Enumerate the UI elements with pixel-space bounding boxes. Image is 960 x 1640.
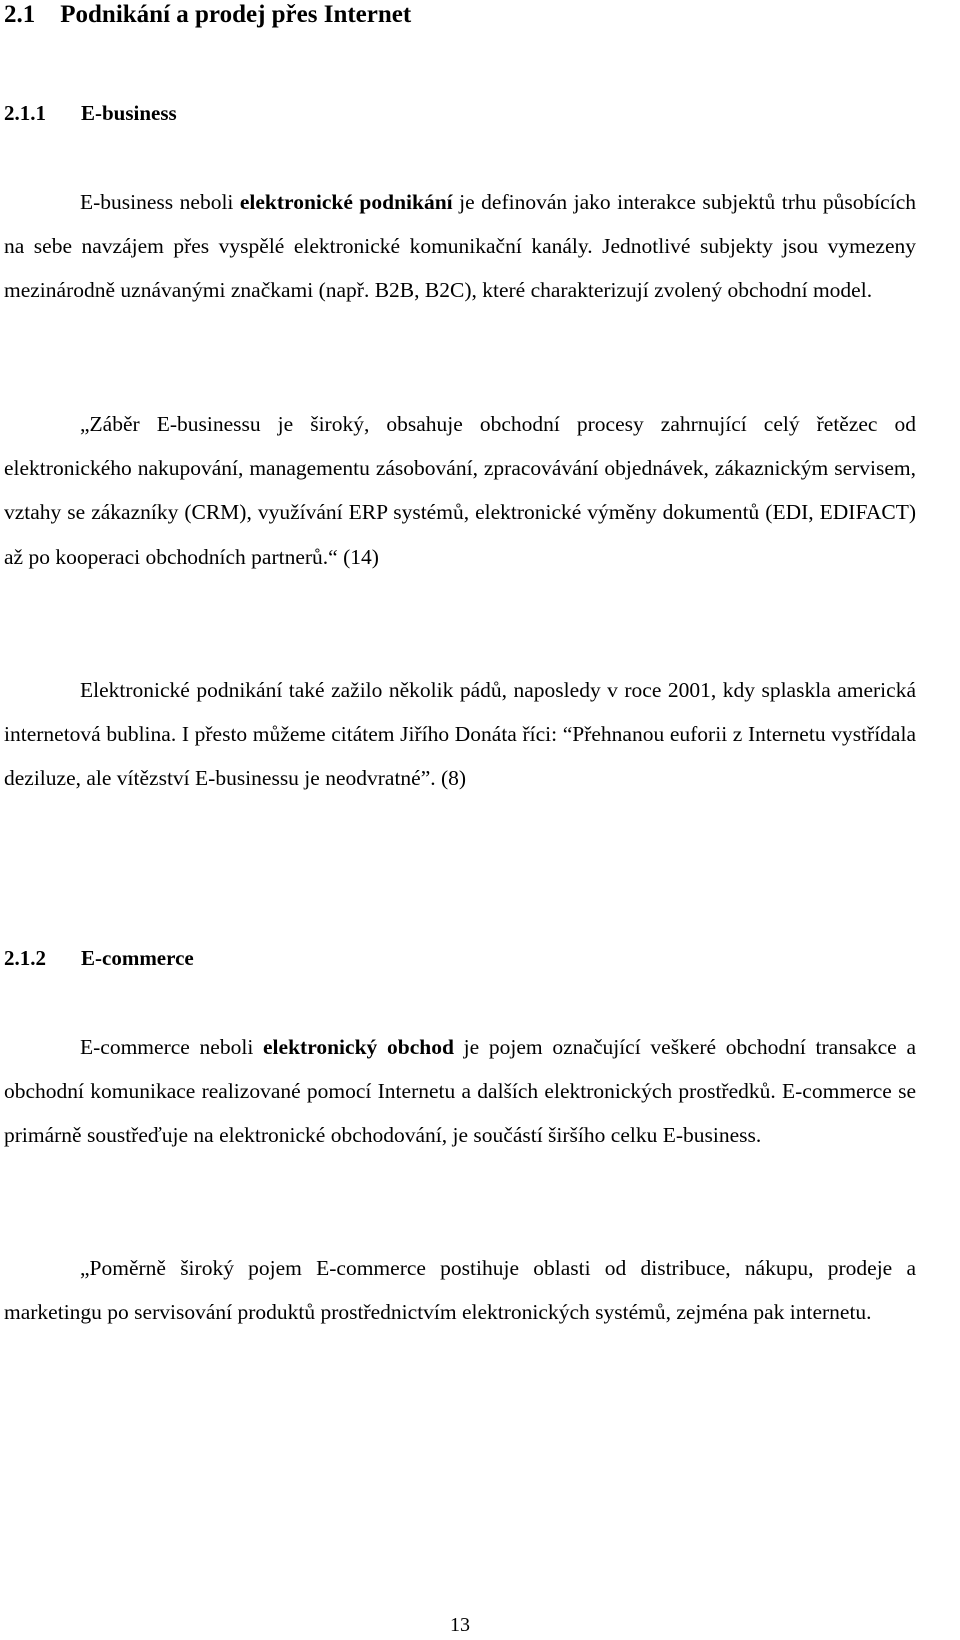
subsection-title: E-commerce [81,946,194,970]
paragraph-text: je pojem označující veškeré obchodní transakce a obchodní komunikace realizované pomocí Internetu a dalších elektronických prostředků. E-commerce se primárně soustřeďuje na elektronické obchodování, je součástí širšího celku E-business. [4,1035,916,1148]
subsection-number: 2.1.1 [4,101,46,125]
subsection-heading-ecommerce [4,943,194,973]
paragraph-text: E-business neboli [80,190,240,214]
subsection-number: 2.1.2 [4,946,46,970]
document-page [4,0,916,1640]
section-heading: 2.1 Podnikání a prodej přes Internet [4,1,412,28]
paragraph-ecommerce-definition [4,1025,916,1158]
paragraph-text: je definován jako interakce subjektů trhu působících na sebe navzájem přes vyspělé elektronické komunikační kanály. Jednotlivé subjekty jsou vymezeny mezinárodně uznávanými značkami (např. B2B, B2C), které charakterizují zvolený obchodní model. [4,190,916,303]
paragraph-ebusiness-quote: „Záběr E-businessu je široký, obsahuje obchodní procesy zahrnující celý řetězec od elektronického nakupování, managementu zásobování, zpracovávání objednávek, zákaznickým servisem, vztahy se zákazníky (CRM), využívání ERP systémů, elektronické výměny dokumentů (EDI, EDIFACT) až po kooperaci obchodních partnerů.“ (14) [4,412,916,569]
bold-term: elektronické podnikání [239,190,453,214]
paragraph-text: E-commerce neboli [80,1035,264,1059]
paragraph-ecommerce-quote: „Poměrně široký pojem E-commerce postihuje oblasti od distribuce, nákupu, prodeje a marketingu po servisování produktů prostřednictvím elektronických systémů, zejména pak internetu. [4,1256,916,1325]
subsection-heading-ebusiness [4,98,177,128]
subsection-title: E-business [81,101,177,125]
page-number: 13 [450,1614,470,1636]
paragraph-ebusiness-history: Elektronické podnikání také zažilo několik pádů, naposledy v roce 2001, kdy splaskla americká internetová bublina. I přesto můžeme citátem Jiřího Donáta říci: “Přehnanou euforii z Internetu vystřídala deziluze, ale vítězství E-businessu je neodvratné”. (8) [4,678,916,791]
paragraph-ebusiness-definition [4,180,916,313]
bold-term: elektronický obchod [263,1035,454,1059]
